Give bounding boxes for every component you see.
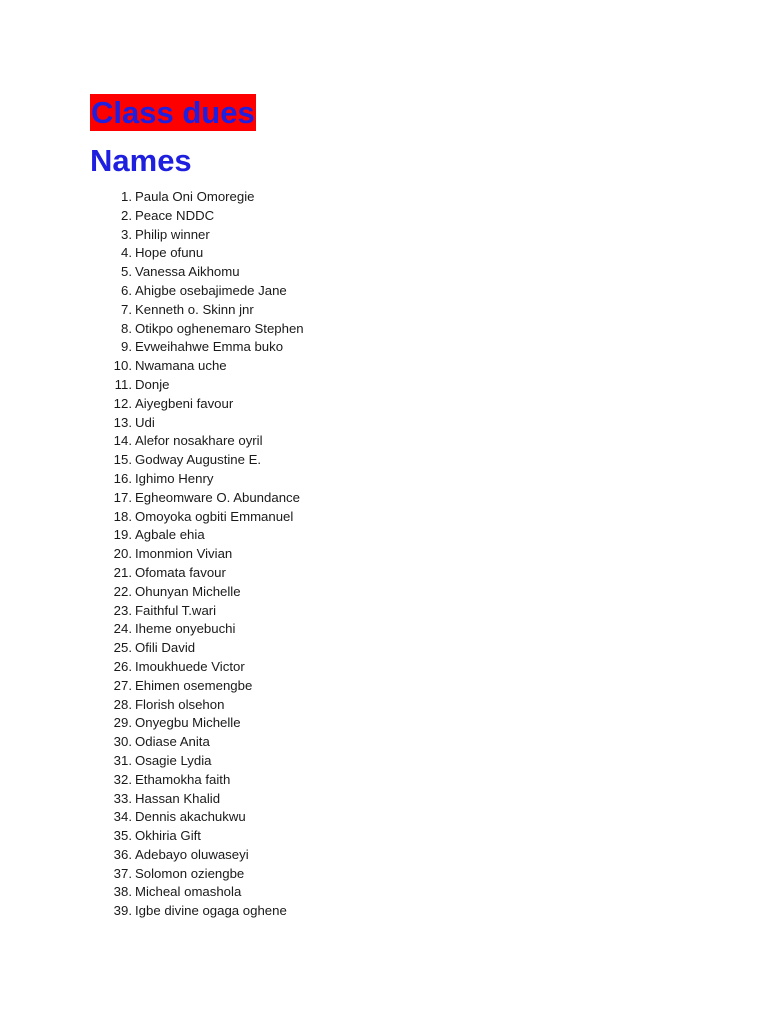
list-item-name: Igbe divine ogaga oghene xyxy=(135,903,287,919)
list-item-name: Godway Augustine E. xyxy=(135,452,262,468)
list-item-number: 22. xyxy=(113,583,132,599)
list-item-number: 5. xyxy=(121,264,132,280)
list-item-name: Evweihahwe Emma buko xyxy=(135,339,284,355)
list-item-name: Adebayo oluwaseyi xyxy=(135,846,249,862)
list-item-number: 7. xyxy=(121,301,132,317)
list-item-name: Ofomata favour xyxy=(135,564,226,580)
list-item-name: Ahigbe osebajimede Jane xyxy=(135,282,287,298)
list-item-number: 35. xyxy=(113,828,132,844)
list-item-name: Alefor nosakhare oyril xyxy=(135,433,263,449)
list-item-number: 14. xyxy=(113,433,132,449)
list-item-name: Iheme onyebuchi xyxy=(135,621,236,637)
list-item-number: 39. xyxy=(113,903,132,919)
list-item-number: 11. xyxy=(114,376,132,392)
list-item-number: 2. xyxy=(121,207,132,223)
list-item-number: 17. xyxy=(113,489,132,505)
list-item-number: 31. xyxy=(113,752,132,768)
list-item-name: Donje xyxy=(135,376,170,392)
list-item-name: Philip winner xyxy=(135,226,210,242)
list-item-name: Omoyoka ogbiti Emmanuel xyxy=(135,508,294,524)
list-item-number: 38. xyxy=(113,884,132,900)
document-title: Class dues xyxy=(91,95,255,130)
list-item-name: Agbale ehia xyxy=(135,527,205,543)
list-item-name: Egheomware O. Abundance xyxy=(135,489,300,505)
list-item-name: Nwamana uche xyxy=(135,358,227,374)
list-item-number: 4. xyxy=(121,245,132,261)
list-item-name: Osagie Lydia xyxy=(135,752,212,768)
list-item-number: 10. xyxy=(113,358,132,374)
list-item-name: Odiase Anita xyxy=(135,734,210,750)
list-item-number: 30. xyxy=(113,734,132,750)
list-item-name: Kenneth o. Skinn jnr xyxy=(135,301,254,317)
list-item-name: Vanessa Aikhomu xyxy=(135,264,240,280)
list-item-name: Micheal omashola xyxy=(135,884,242,900)
list-item-number: 16. xyxy=(113,470,132,486)
section-heading-names: Names xyxy=(90,143,192,178)
list-item-number: 3. xyxy=(121,226,132,242)
list-item-name: Hassan Khalid xyxy=(135,790,221,806)
list-item-name: Ohunyan Michelle xyxy=(135,583,241,599)
list-item-number: 25. xyxy=(113,640,132,656)
list-item-number: 1. xyxy=(121,189,132,204)
list-item-name: Solomon oziengbe xyxy=(135,865,245,881)
list-item-name: Dennis akachukwu xyxy=(135,809,246,825)
list-item-number: 29. xyxy=(113,715,132,731)
list-item-name: Okhiria Gift xyxy=(135,828,201,844)
list-item-number: 33. xyxy=(113,790,132,806)
list-item-number: 18. xyxy=(113,508,132,524)
list-item-number: 34. xyxy=(113,809,132,825)
list-item-number: 13. xyxy=(113,414,132,430)
list-item-name: Imonmion Vivian xyxy=(135,546,233,562)
list-item-number: 8. xyxy=(121,320,132,336)
list-item-name: Peace NDDC xyxy=(135,207,215,223)
list-item-number: 12. xyxy=(113,395,132,411)
list-item-number: 36. xyxy=(113,846,132,862)
list-item-name: Florish olsehon xyxy=(135,696,225,712)
list-item-number: 27. xyxy=(113,677,132,693)
list-item-name: Aiyegbeni favour xyxy=(135,395,234,411)
list-item-name: Imoukhuede Victor xyxy=(135,658,245,674)
list-item-number: 28. xyxy=(113,696,132,712)
list-item-number: 26. xyxy=(113,658,132,674)
list-item-name: Udi xyxy=(135,414,155,430)
list-item-number: 6. xyxy=(121,282,132,298)
list-item-name: Faithful T.wari xyxy=(135,602,217,618)
list-item-name: Paula Oni Omoregie xyxy=(135,189,255,204)
list-item-number: 23. xyxy=(113,602,132,618)
list-item-name: Onyegbu Michelle xyxy=(135,715,241,731)
list-item-number: 9. xyxy=(121,339,132,355)
list-item-name: Ethamokha faith xyxy=(135,771,231,787)
list-item-name: Hope ofunu xyxy=(135,245,204,261)
list-item-number: 15. xyxy=(113,452,132,468)
list-item-name: Ighimo Henry xyxy=(135,470,214,486)
list-item-number: 20. xyxy=(113,546,132,562)
list-item-name: Ehimen osemengbe xyxy=(135,677,253,693)
list-item-name: Otikpo oghenemaro Stephen xyxy=(135,320,304,336)
list-item-number: 19. xyxy=(113,527,132,543)
list-item-number: 24. xyxy=(113,621,132,637)
list-item-number: 21. xyxy=(113,564,132,580)
list-item-name: Ofili David xyxy=(135,640,196,656)
list-item-number: 37. xyxy=(113,865,132,881)
list-item-number: 32. xyxy=(113,771,132,787)
